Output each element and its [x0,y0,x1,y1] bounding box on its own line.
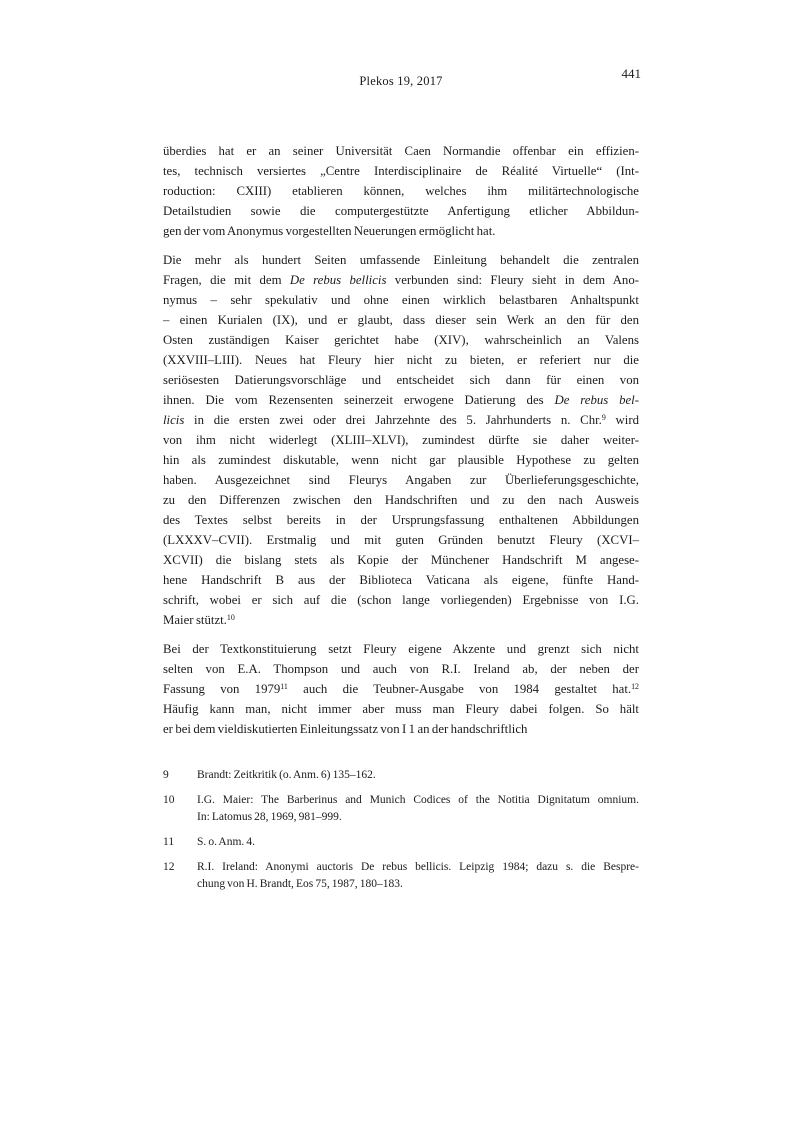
text-run: Bei der Textkonstituierung setzt Fleury eigene Akzente und grenzt sich nicht [163,642,639,656]
footnote-line [197,859,639,876]
text-line [163,659,639,679]
text-run: R.I. Ireland: Anonymi auctoris De rebus bellicis. Leipzig 1984; dazu s. die Bespre- [197,861,639,873]
footnote [163,792,639,826]
footnote-marker: 10 [226,612,235,622]
text-run: I.G. Maier: The Barberinus and Munich Codices of the Notitia Dignitatum omnium. [197,794,639,806]
text-line [163,550,639,570]
page-header [163,66,641,89]
text-line [163,530,639,550]
text-line [163,370,639,390]
footnote-text [197,834,639,851]
footnote-number: 12 [163,861,175,873]
text-run: XCVII) die bislang stets als Kopie der Münchener Handschrift M angese- [163,553,639,567]
text-run: Osten zuständigen Kaiser gerichtet habe (XIV), wahrscheinlich an Valens [163,333,639,347]
text-run: tes, technisch versiertes „Centre Interdisciplinaire de Réalité Virtuelle“ (Int- [163,164,639,178]
text-run: zu den Differenzen zwischen den Handschriften und zu den nach Ausweis [163,493,639,507]
text-run: wird [605,413,639,427]
text-run: Maier stützt. [163,613,227,627]
text-run: Fragen, die mit dem [163,273,290,287]
text-line [163,221,639,241]
text-run: chung von H. Brandt, Eos 75, 1987, 180–183. [197,878,403,890]
text-line [163,181,639,201]
text-line [163,510,639,530]
text-line [163,719,639,739]
footnote [163,859,639,893]
text-run: seriösesten Datierungsvorschläge und entscheidet sich dann für einen von [163,373,639,387]
text-run: hin als zumindest diskutable, wenn nicht gar plausible Hypothese zu gelten [163,453,639,467]
text-line [163,350,639,370]
text-line [163,490,639,510]
footnote-text [197,767,639,784]
text-run: nymus – sehr spekulativ und ohne einen wirklich belastbaren Anhaltspunkt [163,293,639,307]
text-run: – einen Kurialen (IX), und er glaubt, dass dieser sein Werk an den für den [163,313,639,327]
footnote [163,834,639,851]
footnote-number: 9 [163,769,169,781]
text-line [163,161,639,181]
text-line [163,590,639,610]
text-line [163,639,639,659]
footnote-marker: 12 [631,681,639,691]
footnote-line [197,792,639,809]
text-line [163,610,639,630]
text-line [163,410,639,430]
footnote [163,767,639,784]
text-run: gen der vom Anonymus vorgestellten Neuerungen ermöglicht hat. [163,224,496,238]
text-line [163,570,639,590]
footnote-text [197,792,639,826]
text-run: De rebus bellicis [289,273,387,287]
text-line [163,141,639,161]
paragraph [163,250,639,630]
text-run: Die mehr als hundert Seiten umfassende Einleitung behandelt die zentralen [163,253,639,267]
text-run: ihnen. Die vom Rezensenten seinerzeit erwogene Datierung des [163,393,555,407]
text-run: auch die Teubner-Ausgabe von 1984 gestaltet hat. [287,682,632,696]
text-run: Brandt: Zeitkritik (o. Anm. 6) 135–162. [197,769,376,781]
text-run: licis [163,413,185,427]
text-run: roduction: CXIII) etablieren können, welches ihm militärtechnologische [163,184,639,198]
text-run: (LXXXV–CVII). Erstmalig und mit guten Gründen benutzt Fleury (XCVI– [163,533,639,547]
footnote-line [197,876,639,893]
paragraph [163,141,639,241]
footnote-number: 11 [163,836,175,848]
text-run: In: Latomus 28, 1969, 981–999. [197,811,342,823]
text-run: des Textes selbst bereits in der Ursprungsfassung enthaltenen Abbildungen [163,513,639,527]
text-run: Fassung von 1979 [163,682,281,696]
text-run: von ihm nicht widerlegt (XLIII–XLVI), zumindest dürfte sie daher weiter- [163,433,639,447]
text-run: Häufig kann man, nicht immer aber muss man Fleury dabei folgen. So hält [163,702,639,716]
text-line [163,470,639,490]
text-run: schrift, wobei er sich auf die (schon lange vorliegenden) Ergebnisse von I.G. [163,593,639,607]
text-run: De rebus bel- [554,393,640,407]
journal-title: Plekos 19, 2017 [359,74,443,88]
footnote-line [197,767,639,784]
footnote-number: 10 [163,794,175,806]
text-run: S. o. Anm. 4. [197,836,255,848]
text-line [163,330,639,350]
text-run: haben. Ausgezeichnet sind Fleurys Angaben zur Überlieferungsgeschichte, [163,473,639,487]
text-run: verbunden sind: Fleury sieht in dem Ano- [386,273,639,287]
text-run: (XXVIII–LIII). Neues hat Fleury hier nicht zu bieten, er referiert nur die [163,353,639,367]
text-line [163,270,639,290]
text-run: in die ersten zwei oder drei Jahrzehnte des 5. Jahrhunderts n. Chr. [184,413,602,427]
text-line [163,250,639,270]
footnotes [163,767,639,893]
page-number: 441 [621,66,641,81]
text-run: selten von E.A. Thompson und auch von R.I. Ireland ab, der neben der [163,662,639,676]
text-run: überdies hat er an seiner Universität Caen Normandie offenbar ein effizien- [163,144,639,158]
text-line [163,201,639,221]
body-text [163,141,639,739]
footnote-marker: 9 [601,412,606,422]
text-run: hene Handschrift B aus der Biblioteca Vaticana als eigene, fünfte Hand- [163,573,639,587]
text-line [163,430,639,450]
text-line [163,390,639,410]
footnote-text [197,859,639,893]
footnote-line [197,809,639,826]
text-line [163,699,639,719]
text-line [163,310,639,330]
footnote-marker: 11 [280,681,288,691]
text-run: er bei dem vieldiskutierten Einleitungssatz von I 1 an der handschriftlich [163,722,528,736]
paragraph [163,639,639,739]
text-line [163,290,639,310]
text-line [163,450,639,470]
footnote-line [197,834,639,851]
text-run: Detailstudien sowie die computergestützte Anfertigung etlicher Abbildun- [163,204,639,218]
text-line [163,679,639,699]
